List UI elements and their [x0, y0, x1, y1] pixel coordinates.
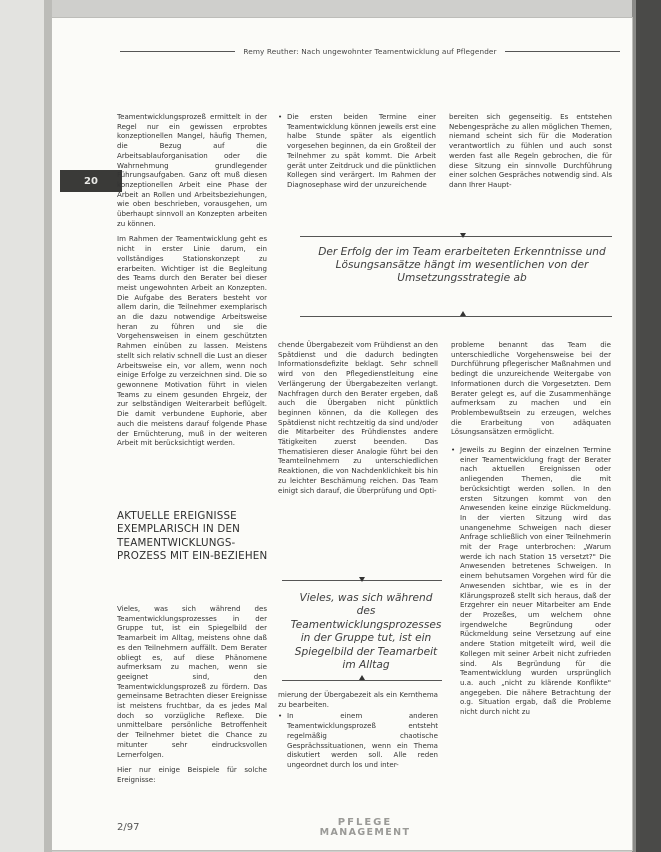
page-number: 2/97 — [117, 822, 140, 833]
bullet-item: • Die ersten beiden Termine einer Teamentwicklung können jeweils erst eine halbe Stunde später als eigentlich vorgesehen beginnen, da ein Großteil der Teilnehmer zu spät kommt. Die Arbeit gerät unter Zeitdruck und die pünktlichen Kollegen sind verärgert. Im Rahmen der Diagnosephase wird der unzureichende — [278, 112, 436, 190]
running-header — [120, 44, 620, 58]
column-2-middle — [278, 340, 438, 501]
pull-quote-2-bottom-rule — [282, 680, 442, 681]
pull-quote-1: Der Erfolg der im Team erarbeiteten Erkenntnisse und Lösungsansätze hängt im wesentlichen von der Umsetzungsstrategie ab — [318, 246, 606, 285]
paragraph: chende Übergabezeit vom Frühdienst an den Spätdienst und die dadurch bedingten Informationsdefizite beklagt. Sehr schnell wird von den Pflegedienstleitung eine Verlängerung der Übergabezeiten verlangt. Nachfragen durch den Berater ergeben, daß auch die Übergaben nicht pünktlich beginnen können, da die Kollegen des Spätdienst nicht rechtzeitig da sind und/oder die Mitarbeiter des Frühdienstes andere Tätigkeiten zuerst beenden. Das Thematisieren dieser Analogie führt bei den Teamteilnehmern zu unterschiedlichen Reaktionen, die von Nachdenklichkeit bis hin zu leichter Beschämung reichen. Das Team einigt sich darauf, die Überprüfung und Opti- — [278, 340, 438, 495]
running-title: Remy Reuther: Nach ungewohnter Teamentwicklung auf Pflegender — [243, 46, 497, 56]
pull-quote-2-marker-top — [359, 577, 365, 582]
logo-line-1: PFLEGE — [337, 817, 393, 828]
header-rule-left — [120, 51, 235, 52]
scan-left-margin — [0, 0, 52, 852]
paragraph: Vieles, was sich während des Teamentwicklungsprozesses in der Gruppe tut, ist ein Spiegelbild der Teamarbeit im Alltag, meistens ohne daß es den Teilnehmern auffällt. Dem Berater obliegt es, auf diese Phänomene aufmerksam zu machen, wenn sie geeignet sind, den Teamentwicklungsprozeß zu fördern. Das gemeinsame Betrachten dieser Ereignisse ist meistens fruchtbar, da es jedes Mal doch so vorzügliche Reflexe. Die unmittelbare persönliche Betroffenheit der Teilnehmer bietet die Chance zu mitunter sehr eindrucksvollen Lernerfolgen. — [117, 604, 267, 759]
page-tab: 20 — [60, 170, 122, 192]
bullet-item: • Jeweils zu Beginn der einzelnen Termine einer Teamentwicklung fragt der Berater nach aktuellen Ereignissen oder anliegenden Themen, die mit berücksichtigt werden sollen. In den ersten Sitzungen kommt von den Anwesenden keine einzige Rückmeldung. In der vierten Sitzung wird das unangenehme Schweigen nach dieser Anfrage schließlich von einer Teilnehmerin mit der Frage unterbrochen: „Warum werde ich nach Station 15 versetzt?" Die Anwesenden betretenes Schweigen. In einem behutsamen Vorgehen wird für die Anwesenden sichtbar, wie es in der Klärungsprozeß stellt sich heraus, daß der Erzgehrer ein neuer Mitarbeiter am Ende der Prozeßes, um welchem ohne irgendwelche Begründung oder Rückmeldung seine Versetzung auf eine andere Station mitgeteilt wird, weil die Kollegen mit seiner Arbeit nicht zufrieden sind. Als Begründung für die Teamentwicklung wurden ursprünglich u.a. auch „nicht zu klärende Konflikte" angegeben. Die nähere Betrachtung der o.g. Situation ergab, daß die Probleme nicht durch nicht zu — [451, 445, 611, 717]
logo-line-2: MANAGEMENT — [319, 826, 411, 838]
section-subheading: AKTUELLE EREIGNISSE EXEMPLARISCH IN DEN TEAMENTWICKLUNGS-PROZESS MIT EIN-BEZIEHEN — [117, 510, 268, 562]
paragraph: Teamentwicklungsprozeß ermittelt in der Regel nur ein gewissen erprobtes konzeptionellen Mangel, häufig Themen, die Bezug auf die Arbeitsablauforganisation oder die Wahrnehmung grundlegender Führungsaufgaben. Ganz oft muß diesen konzeptionellen Arbeit eine Phase der Arbeit an Rollen und Arbeitsbeziehungen, wie oben beschrieben, vorausgehen, um überhaupt sinnvoll an Konzepten arbeiten zu können. — [117, 112, 267, 228]
paragraph: Im Rahmen der Teamentwicklung geht es nicht in erster Linie darum, ein vollständiges Stationskonzept zu erarbeiten. Wichtiger ist die Begleitung des Teams durch den Berater bei dieser meist ungewohnten Arbeit an Konzepten. Die Aufgabe des Beraters besteht vor allem darin, die Teilnehmer exemplarisch an die dazu notwendige Arbeitsweise heran zu führen und sie die Vorgehensweisen in einem geschützten Rahmen einüben zu lassen. Meistens stellt sich relativ schnell die Lust an dieser Arbeitsweise ein, vor allem, wenn noch einige Erfolge zu verzeichnen sind. Die so gewonnene Motivation führt in vielen Teams zu einem gesunden Ehrgeiz, der zur selbständigen Weiterarbeit beflügelt. Die damit verbundene Euphorie, aber auch die meistens darauf folgende Phase der Ernüchterung, muß in der weiteren Arbeit mit berücksichtigt werden. — [117, 234, 267, 448]
magazine-logo — [296, 818, 434, 842]
paragraph: Hier nur einige Beispiele für solche Ereignisse: — [117, 765, 267, 784]
paragraph: probleme benannt das Team die unterschiedliche Vorgehensweise bei der Durchführung pflegerischer Maßnahmen und bedingt die unzureichende Weitergabe von Informationen durch die Vorgesetzten. Dem Berater gelegt es, auf die Zusammenhänge aufmerksam zu machen und ein Problembewußtsein zu erzeugen, welches die Erarbeitung von adäquaten Lösungsansätzen ermöglicht. — [451, 340, 611, 437]
pull-quote-2: Vieles, was sich während des Teamentwicklungsprozesses in der Gruppe tut, ist ein Spiegelbild der Teamarbeit im Alltag — [290, 592, 442, 672]
column-3-top — [449, 112, 612, 196]
pull-quote-2-marker-bottom — [359, 675, 365, 680]
paragraph: bereiten sich gegenseitig. Es entstehen Nebengespräche zu allen möglichen Themen, niemand scheint sich für die Moderation verantwortlich zu fühlen und auch sonst werden fast alle Regeln gebrochen, die für diese Sitzung ein sinnvolle Durchführung einer solchen Gespräches notwendig sind. Als dann Ihrer Haupt- — [449, 112, 612, 189]
column-1-bottom — [117, 604, 267, 791]
header-rule-right — [505, 51, 620, 52]
column-2-top — [278, 112, 436, 196]
pull-quote-1-top-rule — [300, 236, 612, 237]
scan-right-edge — [632, 0, 661, 852]
pull-quote-1-marker-top — [460, 233, 466, 238]
pull-quote-1-marker-bottom — [460, 311, 466, 316]
column-1-top — [117, 112, 267, 454]
pull-quote-1-bottom-rule — [300, 316, 612, 317]
column-2-bottom — [278, 690, 438, 776]
paragraph: mierung der Übergabezeit als ein Kernthema zu bearbeiten. — [278, 690, 438, 709]
column-3-middle — [451, 340, 611, 723]
bullet-item: • In einem anderen Teamentwicklungsprozeß entsteht regelmäßig chaotische Gesprächssituationen, wenn ein Thema diskutiert werden soll. Alle reden ungeordnet durch los und inter- — [278, 711, 438, 769]
